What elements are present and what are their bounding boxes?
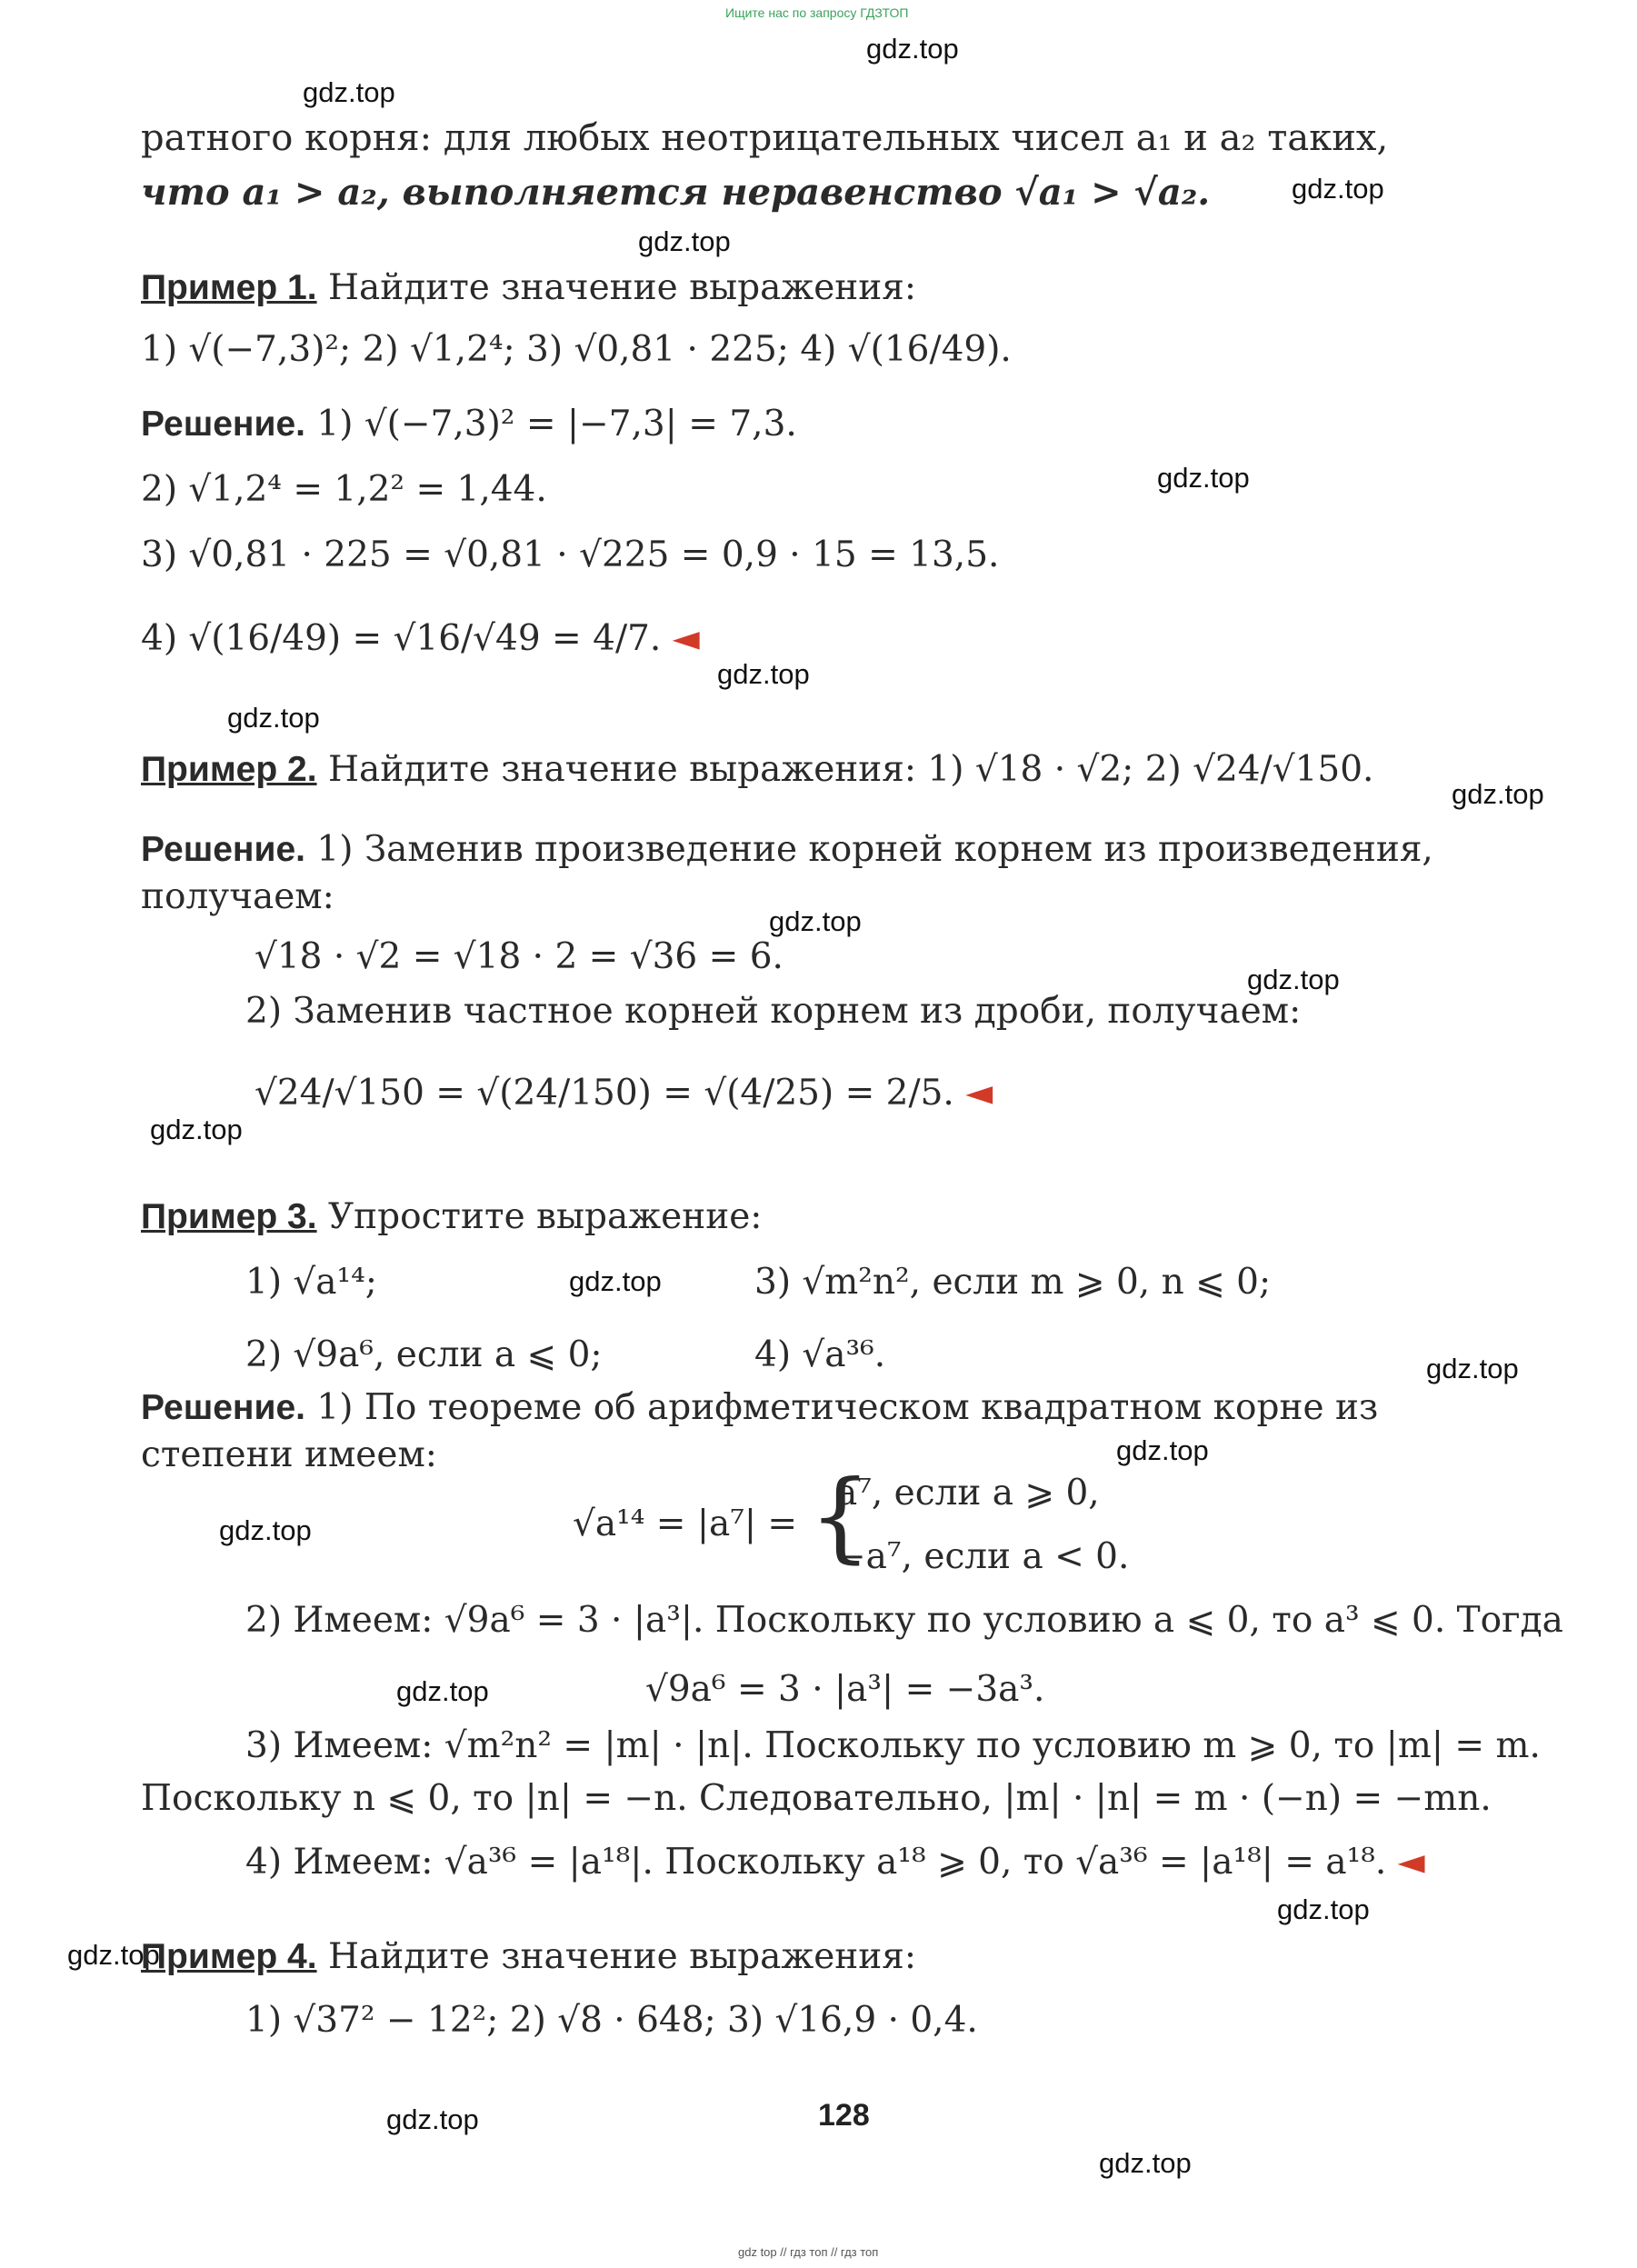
watermark: gdz.top (866, 33, 959, 65)
example3-solution-line-3: 3) Имеем: √m²n² = |m| · |n|. Поскольку по условию m ⩾ 0, то |m| = m. (245, 1725, 1541, 1766)
example1-heading: Пример 1. (141, 268, 317, 307)
solution-label: Решение. (141, 830, 305, 869)
page-number: 128 (818, 2098, 870, 2133)
watermark: gdz.top (303, 76, 395, 108)
watermark: gdz.top (1426, 1353, 1519, 1384)
solution-label: Решение. (141, 405, 305, 444)
example3-solution-line-1: Решение. 1) По теореме об арифметическом квадратном корне из (141, 1387, 1379, 1428)
example2-solution-eq-1: √18 · √2 = √18 · 2 = √36 = 6. (255, 936, 784, 977)
example3-solution-cont-3: Поскольку n ⩽ 0, то |n| = −n. Следовательно, |m| · |n| = m · (−n) = −mn. (141, 1778, 1492, 1819)
example4-prompt: Найдите значение выражения: (327, 1936, 917, 1977)
watermark: gdz.top (1452, 778, 1544, 810)
watermark: gdz.top (396, 1675, 489, 1707)
example4-tasks: 1) √37² − 12²; 2) √8 · 648; 3) √16,9 · 0,4. (245, 2000, 978, 2041)
example3-task-3: 3) √m²n², если m ⩾ 0, n ⩽ 0; (754, 1262, 1272, 1303)
top-note: Ищите нас по запросу ГДЗТОП (725, 5, 909, 20)
example4-heading-line (141, 1936, 916, 1979)
example3-solution-line-2: 2) Имеем: √9a⁶ = 3 · |a³|. Поскольку по условию a ⩽ 0, то a³ ⩽ 0. Тогда (245, 1600, 1563, 1641)
example1-prompt: Найдите значение выражения: (327, 267, 917, 308)
watermark: gdz.top (227, 702, 320, 734)
end-marker: ◄ (1397, 1842, 1425, 1883)
example3-task-2: 2) √9a⁶, если a ⩽ 0; (245, 1334, 603, 1375)
example2-heading-line (141, 749, 1373, 792)
example2-solution-line-1: Решение. 1) Заменив произведение корней корнем из произведения, (141, 829, 1433, 870)
watermark: gdz.top (150, 1114, 243, 1145)
example2-heading: Пример 2. (141, 750, 317, 789)
example3-task-1: 1) √a¹⁴; (245, 1262, 377, 1303)
example3-task-4: 4) √a³⁶. (754, 1334, 886, 1375)
example3-prompt: Упростите выражение: (327, 1196, 763, 1237)
watermark: gdz.top (1247, 964, 1340, 995)
end-marker: ◄ (672, 618, 700, 659)
example2-solution-cont: получаем: (141, 876, 334, 917)
watermark: gdz.top (1099, 2147, 1192, 2179)
example3-solution-line-4: 4) Имеем: √a³⁶ = |a¹⁸|. Поскольку a¹⁸ ⩾ 0, то √a³⁶ = |a¹⁸| = a¹⁸. ◄ (245, 1842, 1425, 1883)
example1-solution-line-3: 3) √0,81 · 225 = √0,81 · √225 = 0,9 · 15 = 13,5. (141, 535, 1000, 575)
watermark: gdz.top (717, 658, 810, 690)
watermark: gdz.top (386, 2103, 479, 2135)
watermark: gdz.top (1157, 462, 1250, 494)
watermark: gdz.top (569, 1265, 662, 1297)
example2-prompt: Найдите значение выражения: 1) √18 · √2; 2) √24/√150. (327, 749, 1374, 790)
example3-solution-cont: степени имеем: (141, 1434, 437, 1475)
watermark: gdz.top (219, 1514, 312, 1546)
intro-line-2: что a₁ > a₂, выполняется неравенство √a₁ > √a₂. (141, 171, 1211, 214)
example3-case-lhs: √a¹⁴ = |a⁷| = (573, 1504, 798, 1544)
example4-heading: Пример 4. (141, 1937, 317, 1976)
example3-case-2: −a⁷, если a < 0. (836, 1536, 1130, 1577)
example2-solution-line-2: 2) Заменив частное корней корнем из дроби, получаем: (245, 991, 1302, 1032)
example1-heading-line (141, 267, 916, 310)
watermark: gdz.top (1277, 1893, 1370, 1925)
example1-solution-line-2: 2) √1,2⁴ = 1,2² = 1,44. (141, 469, 547, 510)
example3-solution-eq-2: √9a⁶ = 3 · |a³| = −3a³. (645, 1669, 1045, 1710)
example2-solution-eq-2: √24/√150 = √(24/150) = √(4/25) = 2/5. ◄ (255, 1073, 993, 1114)
bottom-note: gdz top // гдз топ // гдз топ (738, 2245, 879, 2259)
solution-label: Решение. (141, 1388, 305, 1427)
example1-solution-line-4: 4) √(16/49) = √16/√49 = 4/7. ◄ (141, 618, 700, 659)
intro-line-1: ратного корня: для любых неотрицательных чисел a₁ и a₂ таких, (141, 117, 1389, 159)
watermark: gdz.top (1116, 1434, 1209, 1466)
watermark: gdz.top (1292, 173, 1384, 205)
example3-case-1: a⁷, если a ⩾ 0, (836, 1473, 1100, 1514)
example3-heading: Пример 3. (141, 1197, 317, 1236)
example1-solution-line-1: Решение. 1) √(−7,3)² = |−7,3| = 7,3. (141, 404, 797, 445)
watermark: gdz.top (67, 1939, 160, 1971)
watermark: gdz.top (769, 905, 862, 937)
example1-tasks: 1) √(−7,3)²; 2) √1,2⁴; 3) √0,81 · 225; 4) √(16/49). (141, 329, 1012, 370)
example3-heading-line (141, 1196, 762, 1239)
case-brace: { (809, 1460, 872, 1574)
end-marker: ◄ (965, 1073, 993, 1114)
watermark: gdz.top (638, 225, 731, 257)
